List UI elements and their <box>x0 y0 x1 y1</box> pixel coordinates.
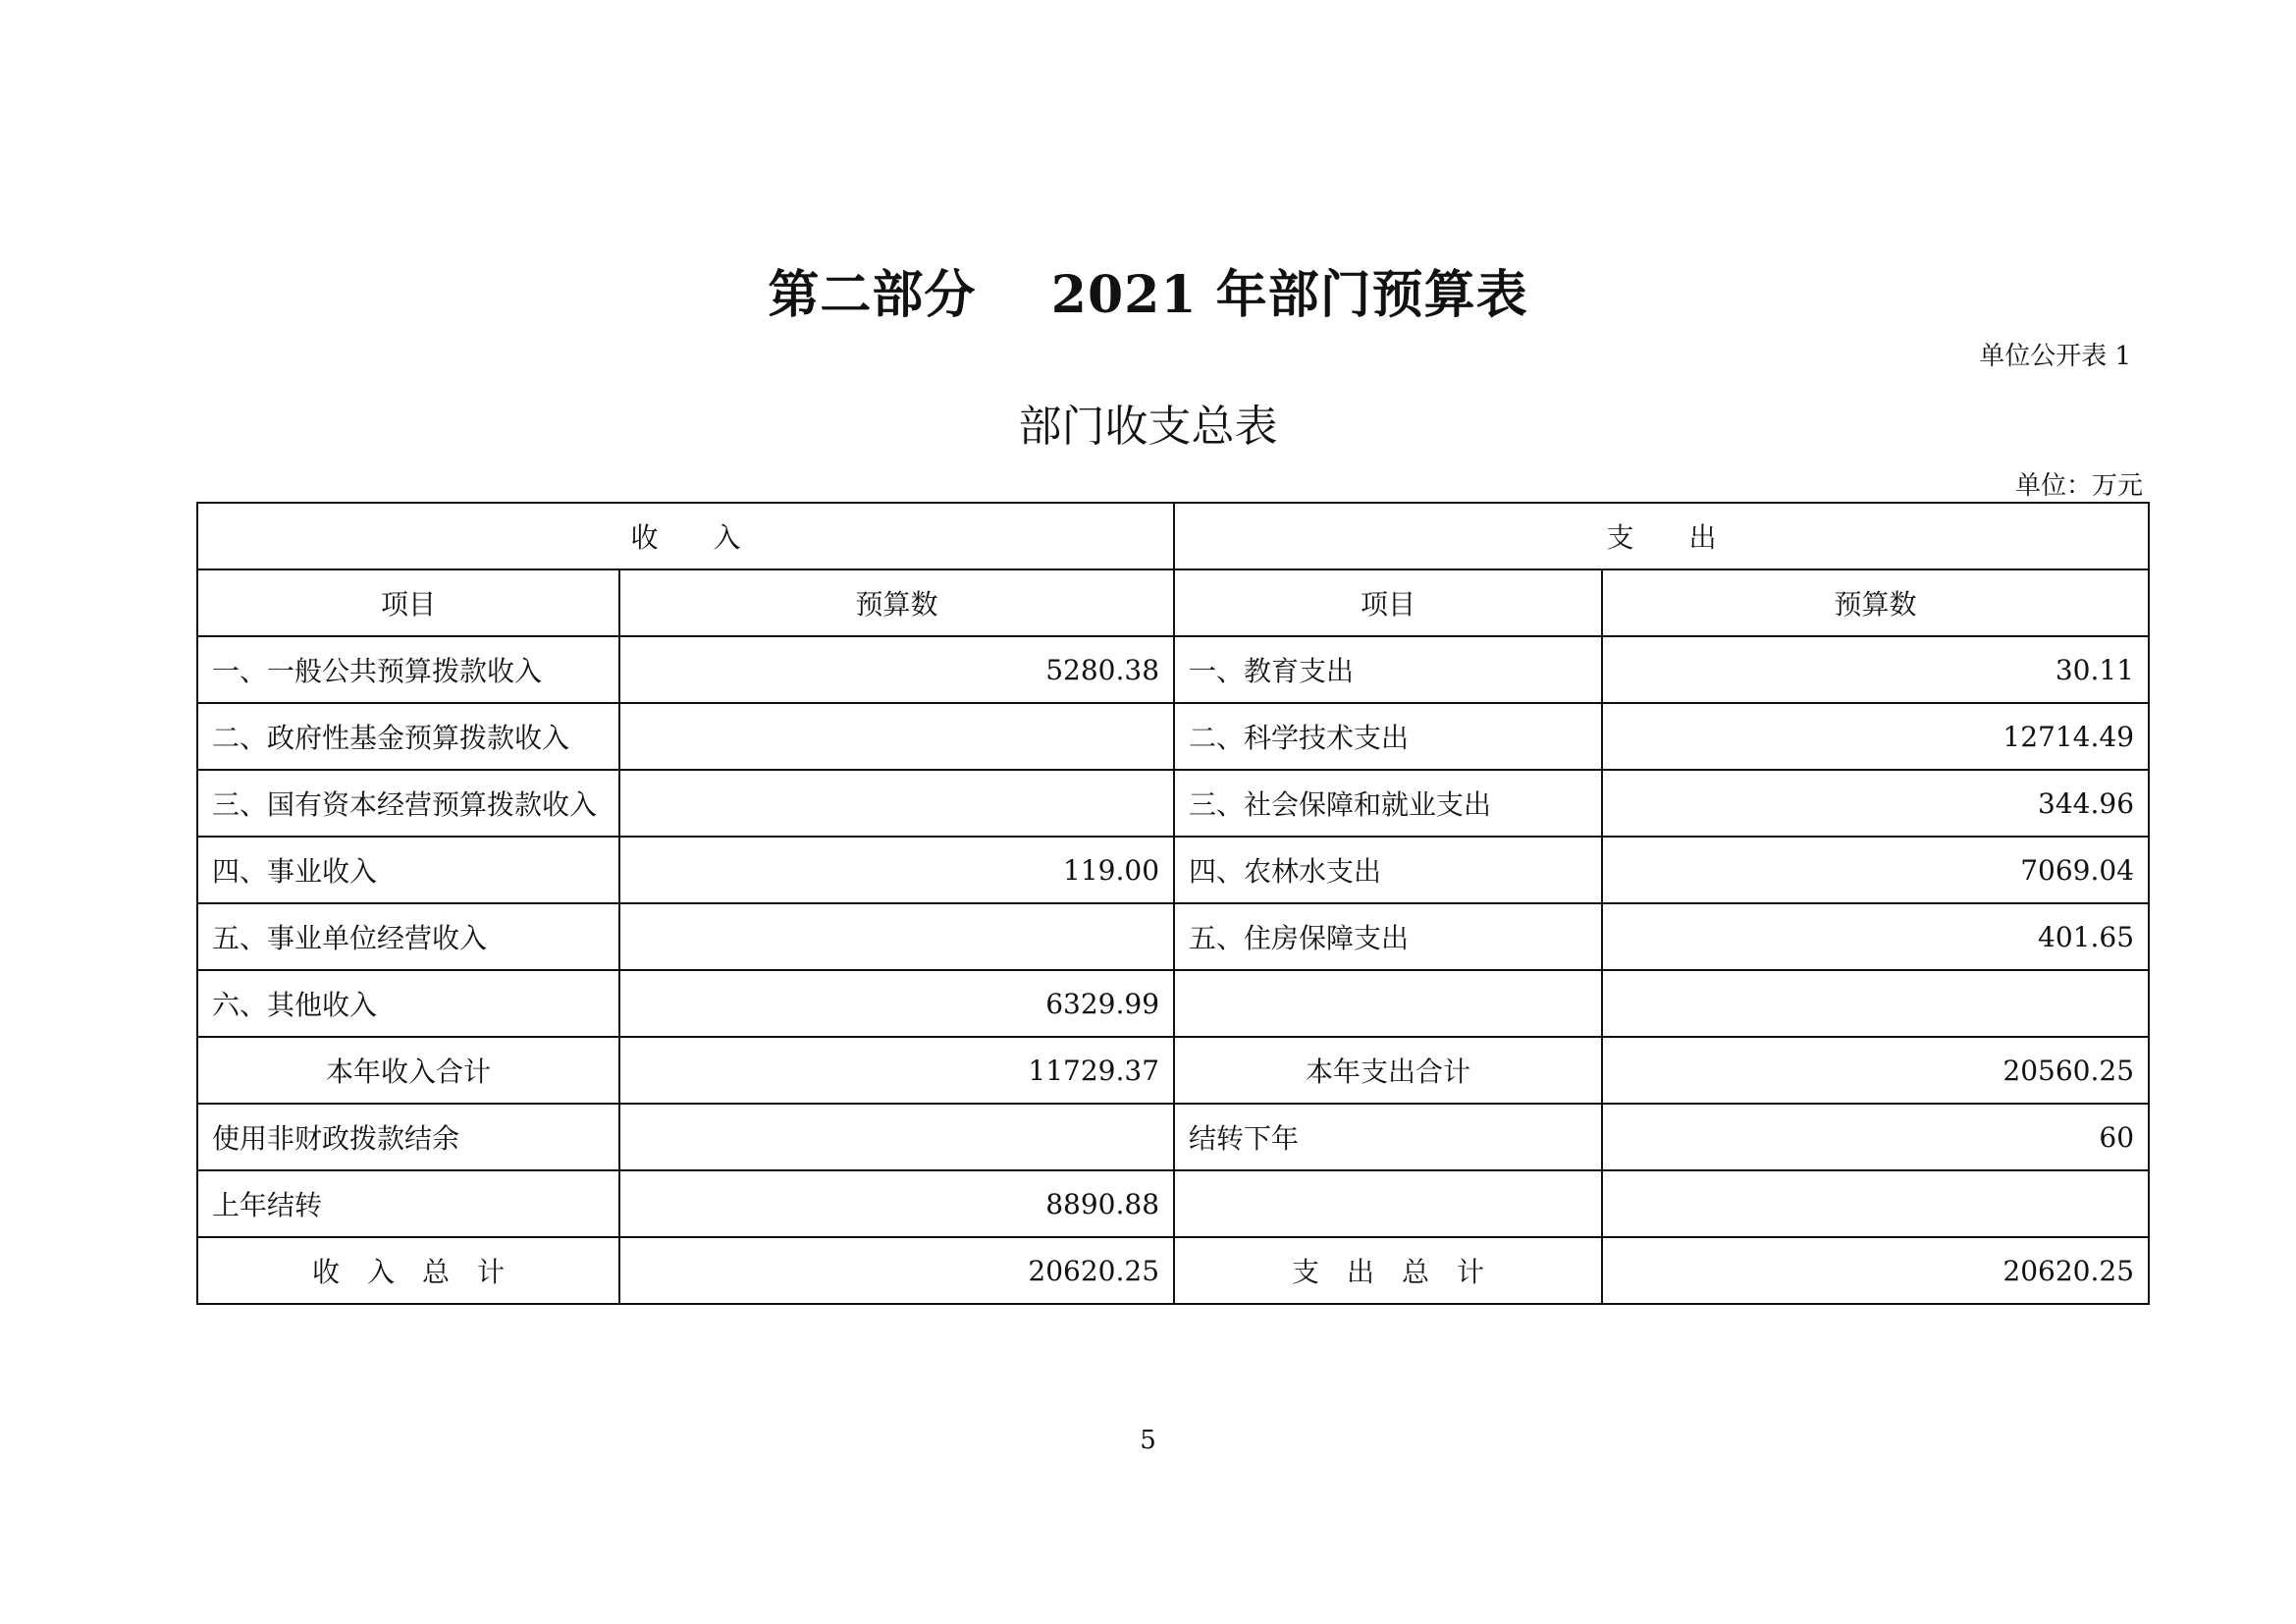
expense-item: 五、住房保障支出 <box>1174 903 1602 970</box>
income-item: 二、政府性基金预算拨款收入 <box>197 703 619 770</box>
part-title: 第二部分 2021 年部门预算表 <box>768 265 1528 325</box>
column-header-row <box>197 569 2149 636</box>
budget-table <box>196 502 2150 1305</box>
expense-item <box>1174 970 1602 1037</box>
table-row <box>197 903 2149 970</box>
expense-total-value: 20620.25 <box>1602 1237 2149 1304</box>
income-value: 5280.38 <box>619 636 1174 703</box>
expense-item: 一、教育支出 <box>1174 636 1602 703</box>
table-row <box>197 970 2149 1037</box>
table-row <box>197 1170 2149 1237</box>
expense-item: 二、科学技术支出 <box>1174 703 1602 770</box>
total-row <box>197 1237 2149 1304</box>
income-item: 使用非财政拨款结余 <box>197 1104 619 1170</box>
expense-item-header: 项目 <box>1174 569 1602 636</box>
subtotal-row <box>197 1037 2149 1104</box>
expense-value: 60 <box>1602 1104 2149 1170</box>
income-value <box>619 770 1174 837</box>
unit-label: 单位：万元 <box>2014 471 2143 501</box>
income-item: 三、国有资本经营预算拨款收入 <box>197 770 619 837</box>
table-row <box>197 636 2149 703</box>
expense-subtotal-label: 本年支出合计 <box>1174 1037 1602 1104</box>
income-subtotal-value: 11729.37 <box>619 1037 1174 1104</box>
income-value: 119.00 <box>619 837 1174 903</box>
table-title: 部门收支总表 <box>1018 402 1278 452</box>
page-number: 5 <box>1140 1426 1156 1455</box>
section-income-header: 收 入 <box>197 503 1174 569</box>
table-row <box>197 1104 2149 1170</box>
expense-total-label: 支 出 总 计 <box>1174 1237 1602 1304</box>
expense-item: 结转下年 <box>1174 1104 1602 1170</box>
income-value: 8890.88 <box>619 1170 1174 1237</box>
table-row <box>197 770 2149 837</box>
table-number: 单位公开表 1 <box>1979 342 2131 371</box>
income-budget-header: 预算数 <box>619 569 1174 636</box>
expense-value: 401.65 <box>1602 903 2149 970</box>
income-item: 五、事业单位经营收入 <box>197 903 619 970</box>
income-item: 一、一般公共预算拨款收入 <box>197 636 619 703</box>
expense-item: 四、农林水支出 <box>1174 837 1602 903</box>
expense-value <box>1602 1170 2149 1237</box>
income-item-header: 项目 <box>197 569 619 636</box>
income-value <box>619 703 1174 770</box>
income-item: 上年结转 <box>197 1170 619 1237</box>
expense-budget-header: 预算数 <box>1602 569 2149 636</box>
income-item: 四、事业收入 <box>197 837 619 903</box>
section-expense-header: 支 出 <box>1174 503 2149 569</box>
income-total-value: 20620.25 <box>619 1237 1174 1304</box>
expense-value <box>1602 970 2149 1037</box>
section-header-row <box>197 503 2149 569</box>
income-value: 6329.99 <box>619 970 1174 1037</box>
income-value <box>619 1104 1174 1170</box>
income-total-label: 收 入 总 计 <box>197 1237 619 1304</box>
expense-value: 30.11 <box>1602 636 2149 703</box>
table-row <box>197 703 2149 770</box>
expense-subtotal-value: 20560.25 <box>1602 1037 2149 1104</box>
income-item: 六、其他收入 <box>197 970 619 1037</box>
expense-item: 三、社会保障和就业支出 <box>1174 770 1602 837</box>
expense-value: 344.96 <box>1602 770 2149 837</box>
expense-value: 7069.04 <box>1602 837 2149 903</box>
income-value <box>619 903 1174 970</box>
table-row <box>197 837 2149 903</box>
expense-value: 12714.49 <box>1602 703 2149 770</box>
income-subtotal-label: 本年收入合计 <box>197 1037 619 1104</box>
expense-item <box>1174 1170 1602 1237</box>
